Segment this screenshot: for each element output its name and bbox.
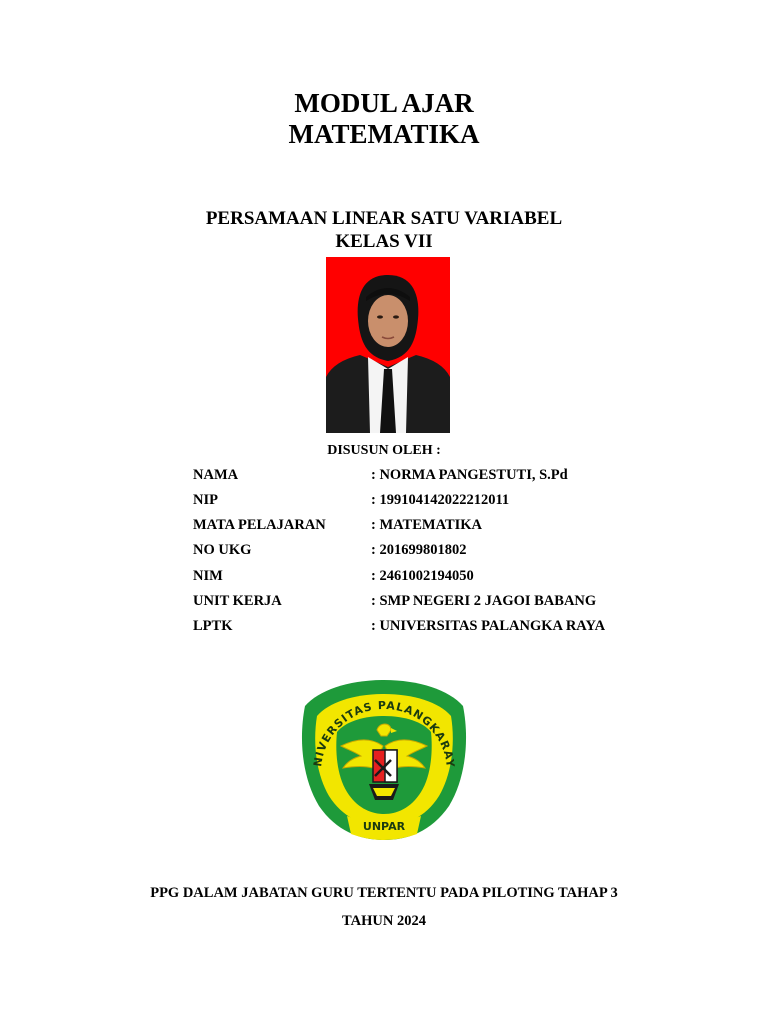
info-value: : 2461002194050: [371, 568, 474, 584]
info-value: : 201699801802: [371, 542, 467, 558]
footer-year: TAHUN 2024: [342, 913, 426, 929]
info-value: : MATEMATIKA: [371, 517, 483, 533]
info-label: NIM: [193, 568, 223, 584]
document-subtitle-line1: PERSAMAAN LINEAR SATU VARIABEL: [205, 208, 563, 229]
footer-program: PPG DALAM JABATAN GURU TERTENTU PADA PILOTING TAHAP 3: [150, 885, 618, 901]
info-value: : NORMA PANGESTUTI, S.Pd: [371, 467, 568, 483]
info-label: LPTK: [193, 618, 233, 634]
author-photo: [326, 257, 450, 433]
info-value: : UNIVERSITAS PALANGKA RAYA: [371, 618, 606, 634]
info-label: NO UKG: [193, 542, 252, 558]
info-value: : 199104142022212011: [371, 492, 510, 508]
document-title-line2: MATEMATIKA: [288, 119, 480, 149]
document-title-line1: MODUL AJAR: [294, 88, 474, 118]
info-label: NIP: [193, 492, 218, 508]
logo-banner-text: UNPAR: [362, 820, 406, 833]
info-label: UNIT KERJA: [193, 593, 282, 609]
info-label: MATA PELAJARAN: [193, 517, 326, 533]
compiled-by-label: DISUSUN OLEH :: [327, 443, 441, 458]
info-label: NAMA: [193, 467, 239, 483]
document-subtitle-line2: KELAS VII: [335, 231, 433, 252]
logo-ring-text: NIVERSITAS PALANGKARAY: [311, 698, 457, 768]
info-value: : SMP NEGERI 2 JAGOI BABANG: [371, 593, 597, 609]
university-logo: [299, 676, 469, 842]
